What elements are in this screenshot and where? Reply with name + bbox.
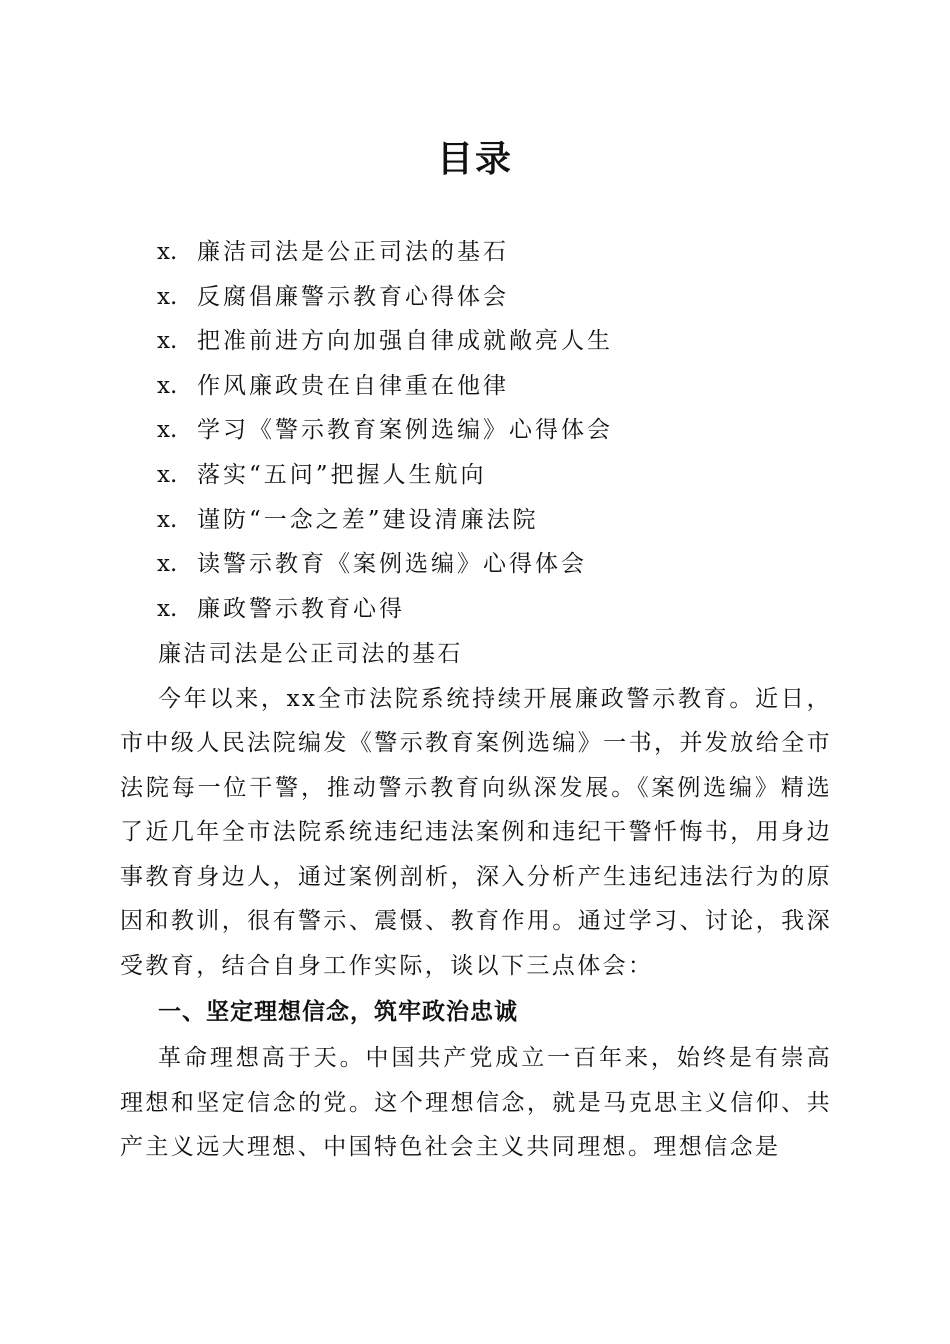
section-heading: 一、坚定理想信念，筑牢政治忠诚 bbox=[158, 999, 518, 1025]
toc-item-number: x. bbox=[157, 417, 178, 444]
toc-item-number: x. bbox=[157, 461, 178, 488]
toc-item-number: x. bbox=[157, 372, 178, 399]
toc-item bbox=[157, 453, 613, 498]
toc-item-number: x. bbox=[157, 239, 178, 265]
toc-item-text: 落实“五问”把握人生航向 bbox=[197, 461, 487, 488]
toc-item-number: x. bbox=[157, 506, 178, 533]
toc-item-text: 廉政警示教育心得 bbox=[197, 595, 405, 622]
toc-item bbox=[157, 498, 613, 543]
article-body bbox=[120, 632, 832, 1170]
toc-item bbox=[157, 542, 613, 587]
toc-item-text: 反腐倡廉警示教育心得体会 bbox=[197, 283, 509, 310]
toc-item-number: x. bbox=[157, 551, 178, 578]
toc-item-number: x. bbox=[157, 328, 178, 355]
toc-item-text: 谨防“一念之差”建设清廉法院 bbox=[197, 506, 539, 533]
toc-item-number: x. bbox=[157, 283, 178, 310]
toc-item-text: 学习《警示教育案例选编》心得体会 bbox=[197, 417, 613, 444]
toc-item bbox=[157, 587, 613, 632]
toc-item bbox=[157, 275, 613, 320]
toc-item bbox=[157, 364, 613, 409]
toc-item-text: 把准前进方向加强自律成就敞亮人生 bbox=[197, 328, 613, 355]
toc-item-text: 读警示教育《案例选编》心得体会 bbox=[197, 551, 587, 578]
page-title: 目录 bbox=[436, 139, 513, 180]
toc-item bbox=[157, 408, 613, 453]
paragraph: 革命理想高于天。中国共产党成立一百年来，始终是有崇高理想和坚定信念的党。这个理想信念，就是马克思主义信仰、共产主义远大理想、中国特色社会主义共同理想。理想信念是 bbox=[120, 1045, 832, 1160]
paragraph: 今年以来，xx全市法院系统持续开展廉政警示教育。近日，市中级人民法院编发《警示教育案例选编》一书，并发放给全市法院每一位干警，推动警示教育向纵深发展。《案例选编》精选了近几年全市法院系统违纪违法案例和违纪干警忏悔书，用身边事教育身边人，通过案例剖析，深入分析产生违纪违法行为的原因和教训，很有警示、震慑、教育作用。通过学习、讨论，我深受教育，结合自身工作实际，谈以下三点体会： bbox=[120, 685, 832, 979]
toc-item-number: x. bbox=[157, 595, 178, 622]
toc-item bbox=[157, 230, 613, 275]
toc-item-text: 廉洁司法是公正司法的基石 bbox=[197, 239, 509, 265]
toc-item-text: 作风廉政贵在自律重在他律 bbox=[197, 372, 509, 399]
table-of-contents bbox=[157, 230, 613, 631]
article-title: 廉洁司法是公正司法的基石 bbox=[158, 641, 463, 667]
toc-item bbox=[157, 319, 613, 364]
